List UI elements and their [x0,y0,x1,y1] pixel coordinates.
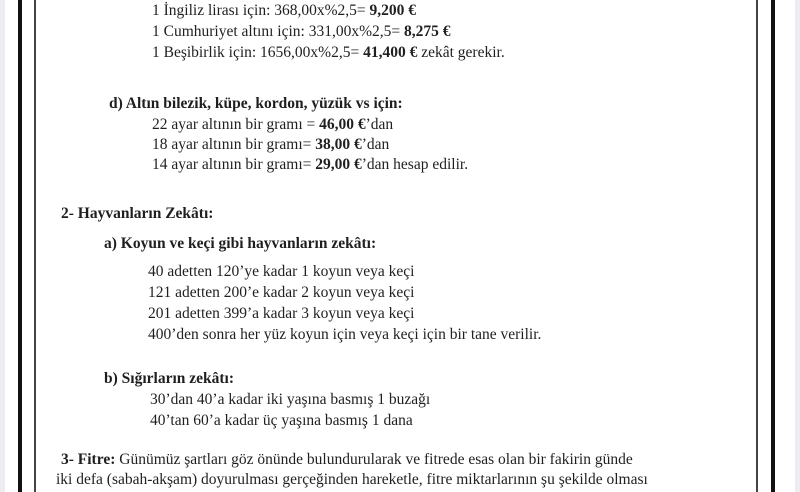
coin-line [152,43,505,63]
section-3-heading: 3- Fitre: [61,451,116,468]
coin-line [152,22,450,42]
sheep-line: 121 adetten 200’e kadar 2 koyun veya keçi [148,284,415,301]
page-edge-left [0,0,5,492]
karat-line-text: 22 ayar altının bir gramı = [152,116,320,133]
karat-line-price: 46,00 € [319,116,366,133]
coin-line-text: 1 Cumhuriyet altını için: 331,00x%2,5= [152,23,404,40]
section-2-heading: 2- Hayvanların Zekâtı: [61,205,214,222]
karat-line-after: ’dan [361,136,390,153]
karat-line [152,155,468,175]
section-d-heading: d) Altın bilezik, küpe, kordon, yüzük vs için: [109,95,403,112]
sheep-line: 40 adetten 120’ye kadar 1 koyun veya keçi [148,263,415,280]
karat-line-after: ’dan [365,116,394,133]
section-3-text: Günümüz şartları göz önünde bulundurularak ve fitrede esas olan bir fakirin günde [115,451,633,468]
coin-line-amount: 41,400 € [363,44,418,61]
karat-line-price: 29,00 € [315,156,362,173]
section-3-line-2: iki defa (sabah-akşam) doyurulması gerçeğinden hareketle, fitre miktarlarının şu şekilde olması [56,471,648,488]
sheep-line: 201 adetten 399’a kadar 3 koyun veya keçi [148,305,415,322]
coin-line-text: 1 İngiliz lirası için: 368,00x%2,5= [152,2,370,19]
cattle-line: 40’tan 60’a kadar üç yaşına basmış 1 dana [150,412,413,429]
karat-line [152,135,389,155]
frame-border-right-outer [771,0,775,492]
karat-line-text: 14 ayar altının bir gramı= [152,156,316,173]
section-2b-heading: b) Sığırların zekâtı: [104,370,235,387]
coin-line-after: zekât gerekir. [417,44,505,61]
section-3-line-1 [61,450,633,470]
coin-line [152,1,416,21]
page-edge-right [795,0,800,492]
karat-line-price: 38,00 € [315,136,362,153]
coin-line-text: 1 Beşibirlik için: 1656,00x%2,5= [152,44,364,61]
frame-border-right-inner [756,0,758,492]
frame-border-left-inner [34,0,36,492]
cattle-line: 30’dan 40’a kadar iki yaşına basmış 1 buzağı [150,391,431,408]
section-2a-heading: a) Koyun ve keçi gibi hayvanların zekâtı: [104,235,377,252]
sheep-line: 400’den sonra her yüz koyun için veya keçi için bir tane verilir. [148,326,542,343]
karat-line-after: ’dan hesap edilir. [361,156,469,173]
coin-line-amount: 9,200 € [369,2,417,19]
frame-border-left-outer [18,0,22,492]
coin-line-amount: 8,275 € [403,23,451,40]
karat-line [152,115,393,135]
karat-line-text: 18 ayar altının bir gramı= [152,136,316,153]
